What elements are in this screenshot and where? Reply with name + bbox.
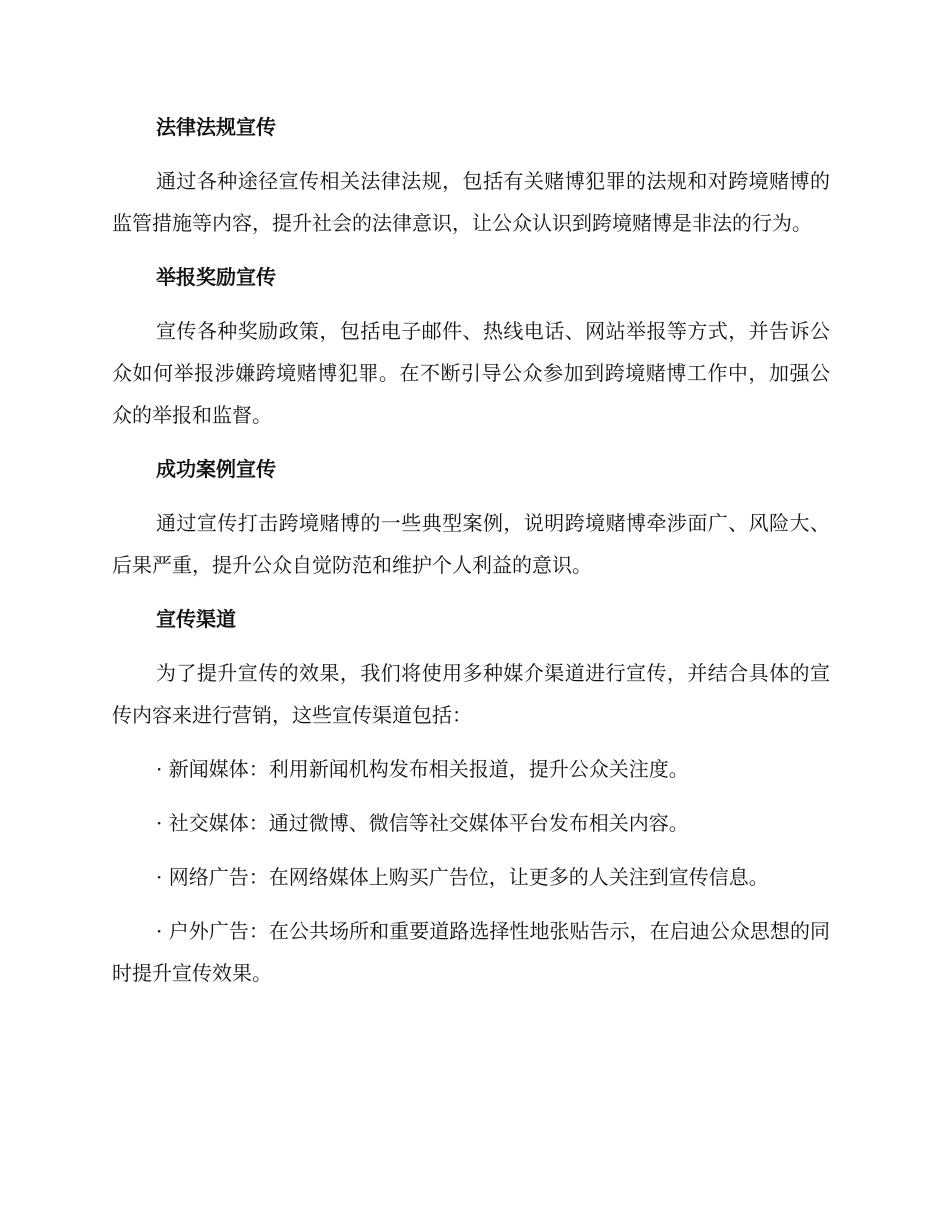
section-heading-channels: 宣传渠道 bbox=[156, 607, 236, 631]
section-body-cases: 通过宣传打击跨境赌博的一些典型案例，说明跨境赌博牵涉面广、风险大、后果严重，提升公众自觉防范和维护个人利益的意识。 bbox=[112, 511, 830, 577]
section-heading-reward: 举报奖励宣传 bbox=[156, 265, 276, 289]
channel-item-outdoor-ads: · 户外广告：在公共场所和重要道路选择性地张贴告示，在启迪公众思想的同时提升宣传效果。 bbox=[112, 919, 830, 985]
channel-item-news: · 新闻媒体：利用新闻机构发布相关报道，提升公众关注度。 bbox=[156, 757, 689, 781]
channel-item-social: · 社交媒体：通过微博、微信等社交媒体平台发布相关内容。 bbox=[156, 811, 689, 835]
section-heading-legal: 法律法规宣传 bbox=[156, 115, 276, 139]
section-body-legal: 通过各种途径宣传相关法律法规，包括有关赌博犯罪的法规和对跨境赌博的监管措施等内容，提升社会的法律意识，让公众认识到跨境赌博是非法的行为。 bbox=[112, 169, 830, 235]
section-body-channels: 为了提升宣传的效果，我们将使用多种媒介渠道进行宣传，并结合具体的宣传内容来进行营销，这些宣传渠道包括： bbox=[112, 661, 830, 727]
channel-item-online-ads: · 网络广告：在网络媒体上购买广告位，让更多的人关注到宣传信息。 bbox=[156, 865, 769, 889]
document-page bbox=[112, 106, 830, 1006]
section-heading-cases: 成功案例宣传 bbox=[156, 457, 276, 481]
section-body-reward: 宣传各种奖励政策，包括电子邮件、热线电话、网站举报等方式，并告诉公众如何举报涉嫌跨境赌博犯罪。在不断引导公众参加到跨境赌博工作中，加强公众的举报和监督。 bbox=[112, 319, 830, 427]
